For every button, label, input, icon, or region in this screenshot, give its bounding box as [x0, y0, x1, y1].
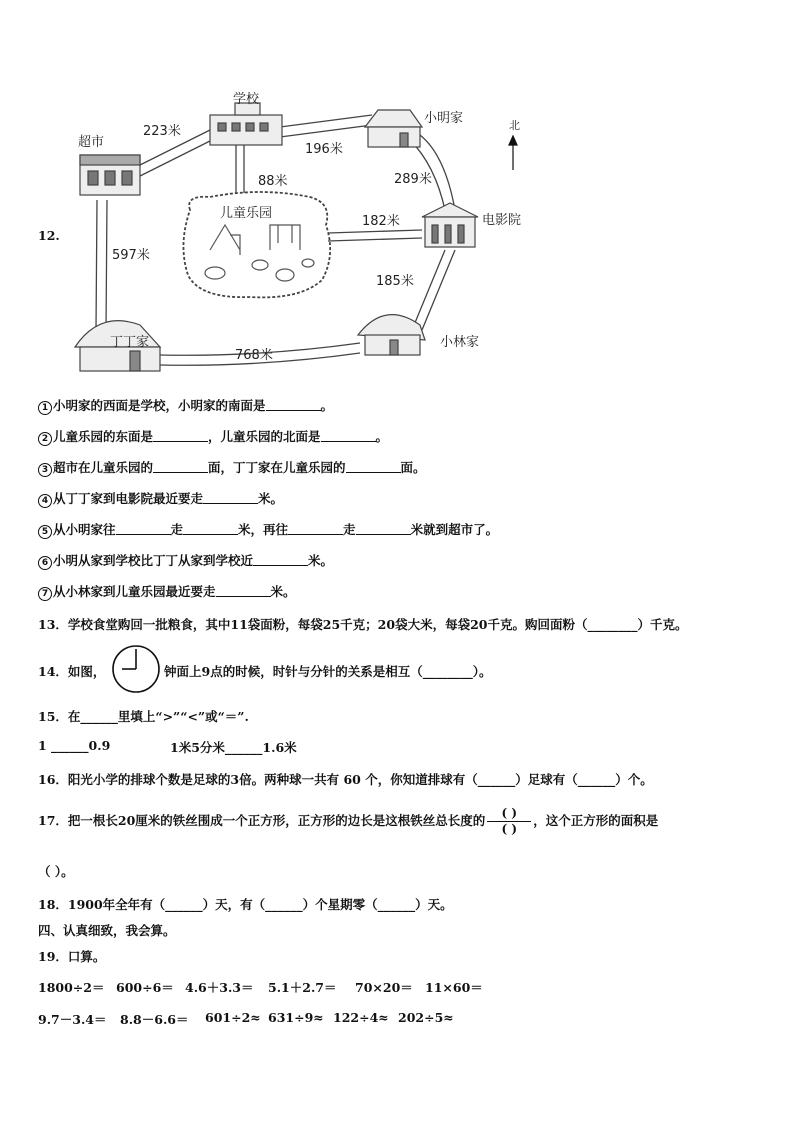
- calc-item: 70×20＝: [355, 980, 413, 995]
- q12-sub-2: 2 儿童乐园的东面是 ，儿童乐园的北面是 。: [38, 427, 388, 446]
- q12-sub-3: 3 超市在儿童乐园的 面，丁丁家在儿童乐园的 面。: [38, 458, 426, 477]
- q12-sub-5: 5 从小明家往 走 米，再往 走 米就到超市了。: [38, 520, 498, 539]
- calc-item: 1800÷2＝: [38, 980, 105, 995]
- distance-dingding-xiaolin: 768米: [235, 348, 273, 363]
- q14-post: 钟面上9点的时候，时针与分针的关系是相互（________）。: [164, 664, 492, 679]
- q12-sub-4: 4 从丁丁家到电影院最近要走 米。: [38, 489, 283, 508]
- calc-item: 631÷9≈: [268, 1010, 324, 1025]
- answer-blank[interactable]: [321, 430, 376, 442]
- fraction-blank[interactable]: $\frac{( )}{( )}$: [487, 806, 531, 837]
- q16-text: 16．阳光小学的排球个数是足球的3倍。两种球一共有 60 个，你知道排球有（______）足球有（______）个。: [38, 772, 653, 787]
- label-supermarket: 超市: [78, 135, 105, 150]
- distance-school-xiaoming: 196米: [305, 142, 343, 157]
- distance-playground-cinema: 182米: [362, 214, 400, 229]
- label-playground: 儿童乐园: [220, 206, 273, 221]
- clock-face-icon: [110, 643, 162, 695]
- answer-blank[interactable]: [153, 461, 208, 473]
- distance-supermarket-dingding: 597米: [112, 248, 150, 263]
- q15-b: 1米5分米______1.6米: [170, 740, 297, 755]
- answer-blank[interactable]: [203, 492, 258, 504]
- circled-number: 6: [38, 556, 52, 570]
- calc-item: 9.7－3.4＝: [38, 1012, 107, 1027]
- distance-cinema-xiaolin: 185米: [376, 274, 414, 289]
- q17-line1: 17．把一根长20厘米的铁丝围成一个正方形，正方形的边长是这根铁丝总长度的 $\frac{( )}{( )}$ ，这个正方形的面积是: [38, 806, 659, 836]
- supermarket-building: [80, 155, 140, 195]
- answer-blank[interactable]: [288, 523, 343, 535]
- q12-sub-6: 6 小明从家到学校比丁丁从家到学校近 米。: [38, 551, 333, 570]
- label-dingding-home: 丁丁家: [110, 335, 150, 350]
- q14-pre: 14．如图，: [38, 664, 106, 679]
- circled-number: 5: [38, 525, 52, 539]
- distance-xiaoming-cinema: 289米: [394, 172, 432, 187]
- calc-item: 5.1＋2.7＝: [268, 980, 337, 995]
- calc-item: 600÷6＝: [116, 980, 174, 995]
- school-building: [210, 103, 282, 145]
- distance-supermarket-school: 223米: [143, 124, 181, 139]
- q19-title: 19．口算。: [38, 949, 106, 964]
- q17-line2: （ ）。: [38, 864, 74, 879]
- calc-item: 8.8－6.6＝: [120, 1012, 189, 1027]
- q15-a: 1 ______0.9: [38, 738, 111, 753]
- answer-blank[interactable]: [346, 461, 401, 473]
- section-4-heading: 四、认真细致，我会算。: [38, 923, 176, 938]
- circled-number: 3: [38, 463, 52, 477]
- cinema-building: [422, 203, 478, 247]
- q12-sub-7: 7 从小林家到儿童乐园最近要走 米。: [38, 582, 296, 601]
- calc-item: 11×60＝: [425, 980, 483, 995]
- xiaoming-house: [365, 110, 422, 147]
- label-xiaolin-home: 小林家: [440, 335, 480, 350]
- q12-sub-1: 1 小明家的西面是学校，小明家的南面是 。: [38, 396, 333, 415]
- label-school: 学校: [233, 92, 260, 107]
- label-north: 北: [509, 119, 520, 132]
- answer-blank[interactable]: [216, 585, 271, 597]
- q18-text: 18．1900年全年有（______）天，有（______）个星期零（______）天。: [38, 897, 453, 912]
- label-cinema: 电影院: [482, 213, 522, 228]
- q15-text: 15．在______里填上“>”“<”或“＝”.: [38, 709, 249, 724]
- calc-item: 202÷5≈: [398, 1010, 454, 1025]
- circled-number: 4: [38, 494, 52, 508]
- circled-number: 7: [38, 587, 52, 601]
- q13-text: 13．学校食堂购回一批粮食，其中11袋面粉，每袋25千克；20袋大米，每袋20千克。购回面粉（________）千克。: [38, 617, 688, 632]
- xiaolin-house: [358, 315, 425, 355]
- calc-item: 4.6＋3.3＝: [185, 980, 254, 995]
- answer-blank[interactable]: [356, 523, 411, 535]
- answer-blank[interactable]: [116, 523, 171, 535]
- calc-item: 601÷2≈: [205, 1010, 261, 1025]
- calc-item: 122÷4≈: [333, 1010, 389, 1025]
- circled-number: 2: [38, 432, 52, 446]
- label-xiaoming-home: 小明家: [424, 111, 464, 126]
- answer-blank[interactable]: [253, 554, 308, 566]
- answer-blank[interactable]: [266, 399, 321, 411]
- q12-number: 12.: [38, 228, 60, 243]
- answer-blank[interactable]: [183, 523, 238, 535]
- distance-school-playground: 88米: [258, 174, 288, 189]
- answer-blank[interactable]: [153, 430, 208, 442]
- circled-number: 1: [38, 401, 52, 415]
